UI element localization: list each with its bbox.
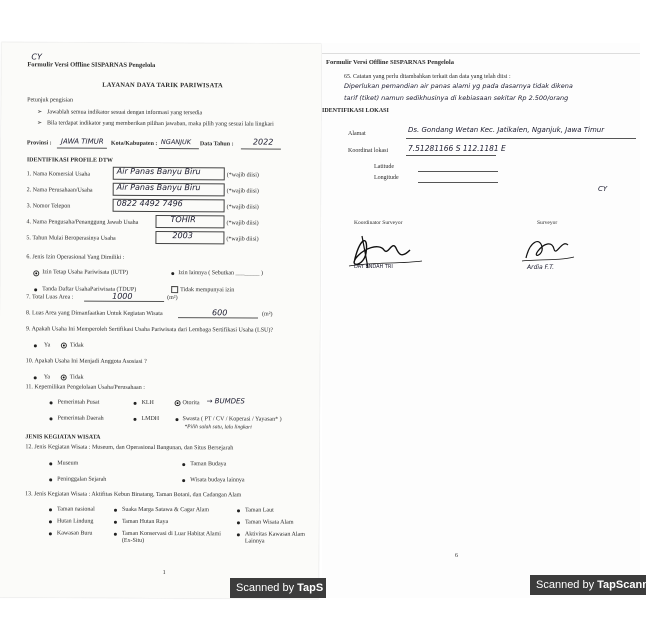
koordinat-label: Koordinat lokasi [348,148,389,154]
bullet [133,418,136,421]
radio-q10-tidak[interactable] [61,374,67,380]
option-label: Museum [57,460,79,467]
field-label: 3. Nomor Telepon [26,203,71,210]
bullet [237,509,240,512]
q8-unit: (m²) [262,311,273,318]
kota-label: Kota/Kabupaten : [110,140,158,147]
question-7: 7. Total Luas Area : [26,294,74,301]
q7-unit: (m²) [167,295,178,302]
bullet [182,463,185,466]
q65-note-line2[interactable]: tarif (tiket) namun sedikhusinya di kebiasaan sekitar Rp 2.500/orang [344,94,569,102]
section-profil: IDENTIFIKASI PROFILE DTW [26,157,113,164]
bullet [49,520,52,523]
field-note: (*wajib diisi) [226,204,259,211]
koordinator-name: DAY ENDAH TRI [354,264,393,270]
bullet [175,418,178,421]
question-12: 12. Jenis Kegiatan Wisata : Museum, dan Operasional Bangunan, dan Situs Bersejarah [25,444,234,452]
corner-mark: CY [598,185,608,193]
provinsi-value[interactable]: JAWA TIMUR [60,137,104,146]
field-label: 5. Tahun Mulai Beroperasinya Usaha [26,235,116,242]
bullet [49,478,52,481]
scanner-watermark: Scanned by TapScann [530,575,646,595]
alamat-label: Alamat [348,131,366,137]
option-label: KLH [141,399,154,406]
bullet [171,272,174,275]
tahun-line [241,148,281,149]
latitude-label: Latitude [374,164,394,170]
field-value: TOHIR [170,215,196,225]
option-ya: Ya [43,342,51,349]
option-label: Taman Hutan Raya [121,518,169,526]
question-9: 9. Apakah Usaha Ini Memperoleh Sertifikasi Usaha Pariwisata dari Lembaga Sertifikasi Usaha (LSU)? [25,326,274,334]
question-11: 11. Kepemilikan Pengelolaan Usaha/Perusahaan : [25,384,145,391]
option-label: Izin lainnya ( Sebutkan ________ ) [178,270,264,277]
radio-q9-tidak[interactable] [61,342,67,348]
tahun-value[interactable]: 2022 [252,137,274,147]
radio-iutp[interactable] [33,270,39,276]
option-label: Peninggalan Sejarah [57,476,107,483]
option-label: Taman Konservasi di Luar Habitat Alami (Ex-Situ) [121,530,221,544]
option-ya: Ya [43,374,51,381]
page-number: 6 [455,553,458,559]
bullet [114,521,117,524]
bullet [34,288,37,291]
bullet [34,376,37,379]
kota-line [159,148,199,149]
option-label: Taman Wisata Alam [244,519,294,526]
field-label: 2. Nama Perusahaan/Usaha [26,187,93,194]
form-header: Formulir Versi Offline SISPARNAS Pengelola [27,61,156,69]
page-edge [322,53,640,54]
koordinat-line [406,155,496,156]
form-page-left [0,42,321,599]
option-label: Tanda Daftar UsahaPariwisata (TDUP) [42,286,137,293]
bullet [49,417,52,420]
option-label: Taman nasional [56,506,95,513]
field-label: 1. Nama Komersial Usaha [26,171,91,178]
option-tidak: Tidak [69,374,84,381]
surveyor-name: Ardia F.T. [527,264,555,271]
koordinat-value[interactable]: 7.51281166 S 112.1181 E [408,144,506,153]
checkbox-tidak-izin[interactable] [171,286,178,293]
question-65: 65. Catatan yang perlu ditambahkan terkait dan data yang telah diisi : [344,74,511,80]
option-label: Tidak mempunyai izin [180,287,235,294]
bullet [49,462,52,465]
q11-note: *Pilih salah satu, lalu lingkari [184,424,252,431]
option-label: LMDH [141,415,160,422]
option-label: Wisata budaya lainnya [190,477,245,484]
page-number: 1 [162,570,166,577]
option-label: Kawasan Buru [56,530,93,537]
field-note: (*wajib diisi) [226,172,259,179]
bullet [49,532,52,535]
option-label: Pemerintah Pusat [57,399,100,406]
section-jenis: JENIS KEGIATAN WISATA [25,434,101,441]
bullet [182,479,185,482]
field-label: 4. Nama Pengusaha/Penanggung Jawab Usaha [26,219,139,226]
option-label: Swasta ( PT / CV / Koperasi / Yayasan* ) [182,416,282,423]
bullet [49,508,52,511]
question-8: 8. Luas Area yang Dimanfaatkan Untuk Kegiatan Wisata [26,310,163,318]
form-title: LAYANAN DAYA TARIK PARIWISATA [102,81,223,90]
bullet [134,402,137,405]
option-label: Hutan Lindung [56,518,94,525]
koordinator-label: Koordinator Surveyor [354,220,403,226]
radio-otorita[interactable] [175,400,181,406]
option-label: Taman Budaya [190,461,227,468]
surveyor-label: Surveyor [537,220,558,226]
question-6: 6. Jenis Izin Operasional Yang Dimiliki : [26,254,125,261]
alamat-line [406,138,636,139]
longitude-line[interactable] [418,182,498,183]
bullet [50,401,53,404]
petunjuk-item: Jawablah semua indikator sesuai dengan informasi yang tersedia [47,109,203,117]
signature-surveyor [518,233,578,268]
arrow-icon: ➢ [37,120,43,127]
arrow-icon: ➢ [37,109,43,116]
option-label: Suaka Marga Satawa & Cagar Alam [121,506,210,514]
petunjuk-label: Petunjuk pengisian [27,97,74,104]
option-label: Otorita [182,400,200,407]
bullet [114,509,117,512]
option-label: Pemerintah Daerah [57,415,104,422]
petunjuk-item: Bila terdapat indikator yang memberikan pilihan jawaban, maka pilih yang sesuai lalu lingkari [47,120,274,128]
longitude-label: Longitude [374,175,399,181]
q8-value[interactable]: 600 [212,308,228,318]
corner-mark: CY [31,52,42,62]
q65-note-line1[interactable]: Diperlukan pemandian air panas alami yg pada dasarnya tidak dikena [344,82,573,90]
option-label: Izin Tetap Usaha Pariwisata (IUTP) [42,269,129,276]
tahun-label: Data Tahun : [199,141,234,148]
bullet [237,533,240,536]
option-label: Taman Laut [244,507,274,514]
provinsi-line [57,147,107,148]
scanner-watermark: Scanned by TapS [230,578,326,598]
field-value: 2003 [172,231,193,241]
bullet [114,533,117,536]
q11-handwritten: → BUMDES [206,397,245,406]
q7-value[interactable]: 1000 [112,291,133,301]
question-10: 10. Apakah Usaha Ini Menjadi Anggota Asosiasi ? [25,358,147,365]
section-lokasi: IDENTIFIKASI LOKASI [322,108,389,114]
question-13: 13. Jenis Kegiatan Wisata : Aktifitas Kebun Binatang, Taman Botani, dan Cadangan Alam [25,491,242,499]
option-label: Aktivitas Kawasan Alam Lainnya [244,531,305,545]
provinsi-label: Provinsi : [26,140,52,147]
field-note: (*wajib diisi) [226,236,259,243]
kota-value[interactable]: NGANJUK [160,138,192,147]
option-tidak: Tidak [69,342,84,349]
field-value: Air Panas Banyu Biru [116,166,201,177]
field-note: (*wajib diisi) [226,220,259,227]
field-note: (*wajib diisi) [226,188,259,195]
bullet [34,344,37,347]
form-page-right [322,43,640,598]
latitude-line[interactable] [418,171,498,172]
field-value: Air Panas Banyu Biru [116,182,201,193]
alamat-value[interactable]: Ds. Gondang Wetan Kec. Jatikalen, Nganjuk, Jawa Timur [408,126,605,134]
form-header: Formulir Versi Offline SISPARNAS Pengelola [326,59,454,66]
field-value: 0822 4492 7496 [116,198,183,209]
bullet [237,521,240,524]
